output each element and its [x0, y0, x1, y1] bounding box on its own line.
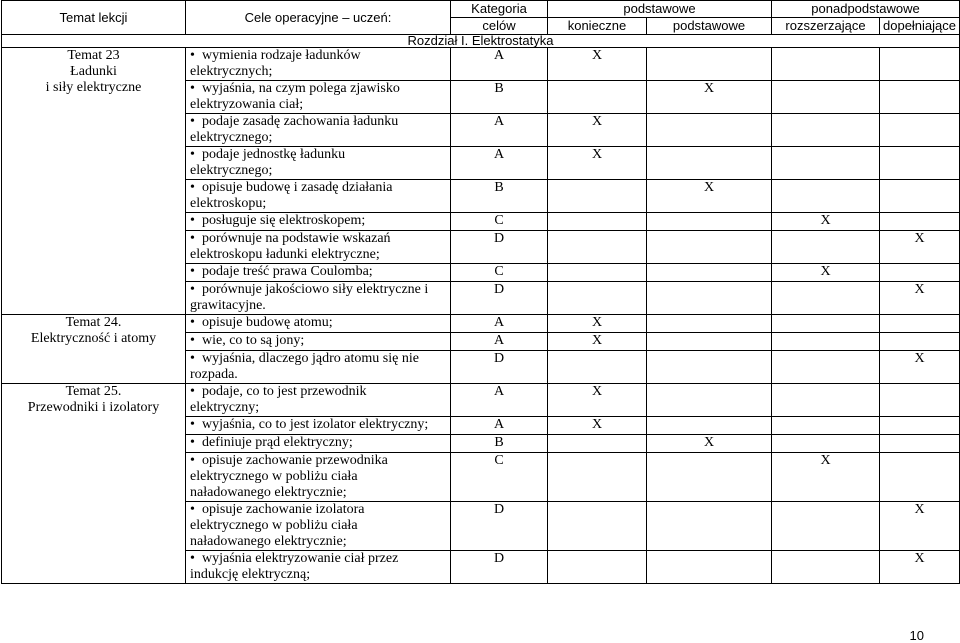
- level-mark-cell: [548, 502, 647, 551]
- category-cell: A: [451, 114, 548, 147]
- objective-cell: [186, 282, 451, 315]
- objective-text-continued: elektroskopu;: [190, 196, 267, 211]
- level-mark-cell: X: [647, 81, 772, 114]
- level-mark-cell: X: [772, 453, 880, 502]
- bullet-icon: •: [190, 231, 195, 246]
- level-mark-cell: [772, 231, 880, 264]
- level-mark-cell: [647, 551, 772, 584]
- level-mark-cell: [880, 417, 960, 435]
- objective-cell: [186, 180, 451, 213]
- level-mark-cell: [772, 81, 880, 114]
- header-sub-konieczne: konieczne: [548, 18, 647, 35]
- category-cell: D: [451, 502, 548, 551]
- objective-cell: [186, 502, 451, 551]
- level-mark-cell: [880, 435, 960, 453]
- objective-cell: [186, 213, 451, 231]
- level-mark-cell: [772, 502, 880, 551]
- level-mark-cell: [880, 48, 960, 81]
- level-mark-cell: [772, 551, 880, 584]
- header-sub-rozszerzajace: rozszerzające: [772, 18, 880, 35]
- objective-text: wymienia rodzaje ładunków: [202, 48, 361, 63]
- objective-text-continued: elektrycznego;: [190, 163, 273, 178]
- level-mark-cell: [548, 435, 647, 453]
- level-mark-cell: X: [647, 435, 772, 453]
- level-mark-cell: [647, 333, 772, 351]
- level-mark-cell: [647, 282, 772, 315]
- level-mark-cell: [647, 48, 772, 81]
- objective-cell: [186, 333, 451, 351]
- objective-cell: [186, 48, 451, 81]
- objective-text-continued: elektryzowania ciał;: [190, 97, 304, 112]
- objective-text: definiuje prąd elektryczny;: [202, 435, 353, 450]
- level-mark-cell: [880, 114, 960, 147]
- level-mark-cell: X: [548, 417, 647, 435]
- level-mark-cell: [647, 315, 772, 333]
- topic-line: Temat 24.: [65, 315, 122, 330]
- level-mark-cell: X: [880, 231, 960, 264]
- objective-text: wyjaśnia, co to jest izolator elektryczny;: [202, 417, 429, 432]
- level-mark-cell: [548, 180, 647, 213]
- level-mark-cell: [647, 231, 772, 264]
- objective-cell: [186, 435, 451, 453]
- objective-cell: [186, 453, 451, 502]
- level-mark-cell: [647, 114, 772, 147]
- objective-text: wyjaśnia elektryzowanie ciał przez: [202, 551, 399, 566]
- level-mark-cell: [880, 81, 960, 114]
- category-cell: B: [451, 180, 548, 213]
- objective-cell: [186, 351, 451, 384]
- objective-text: porównuje jakościowo siły elektryczne i: [202, 282, 429, 297]
- bullet-icon: •: [190, 264, 195, 279]
- category-cell: C: [451, 213, 548, 231]
- level-mark-cell: [880, 384, 960, 417]
- objective-cell: [186, 551, 451, 584]
- bullet-icon: •: [190, 81, 195, 96]
- level-mark-cell: [647, 147, 772, 180]
- bullet-icon: •: [190, 114, 195, 129]
- objective-cell: [186, 315, 451, 333]
- level-mark-cell: [772, 333, 880, 351]
- bullet-icon: •: [190, 213, 195, 228]
- level-mark-cell: X: [880, 551, 960, 584]
- level-mark-cell: [772, 351, 880, 384]
- level-mark-cell: X: [548, 333, 647, 351]
- level-mark-cell: [772, 417, 880, 435]
- level-mark-cell: [772, 180, 880, 213]
- topic-line: Elektryczność i atomy: [30, 331, 157, 346]
- objective-row: [2, 48, 960, 81]
- objective-text: podaje zasadę zachowania ładunku: [202, 114, 399, 129]
- category-cell: A: [451, 48, 548, 81]
- objective-text: podaje, co to jest przewodnik: [202, 384, 367, 399]
- objective-row: [2, 315, 960, 333]
- level-mark-cell: [772, 315, 880, 333]
- level-mark-cell: [880, 453, 960, 502]
- topic-line: i siły elektryczne: [45, 80, 142, 95]
- level-mark-cell: [772, 114, 880, 147]
- objective-text: posługuje się elektroskopem;: [202, 213, 366, 228]
- objective-text: podaje treść prawa Coulomba;: [202, 264, 373, 279]
- objective-text: opisuje zachowanie izolatora: [202, 502, 365, 517]
- category-cell: D: [451, 231, 548, 264]
- level-mark-cell: [772, 435, 880, 453]
- topic-cell: [2, 315, 186, 384]
- objective-text: wie, co to są jony;: [202, 333, 305, 348]
- level-mark-cell: [548, 81, 647, 114]
- bullet-icon: •: [190, 453, 195, 468]
- objective-text: wyjaśnia, na czym polega zjawisko: [202, 81, 400, 96]
- section-title: Rozdział I. Elektrostatyka: [2, 35, 960, 48]
- level-mark-cell: X: [548, 147, 647, 180]
- header-basic: podstawowe: [548, 1, 772, 18]
- bullet-icon: •: [190, 502, 195, 517]
- bullet-icon: •: [190, 180, 195, 195]
- level-mark-cell: X: [548, 384, 647, 417]
- level-mark-cell: [548, 264, 647, 282]
- level-mark-cell: X: [880, 502, 960, 551]
- header-sub-podstawowe: podstawowe: [647, 18, 772, 35]
- category-cell: A: [451, 384, 548, 417]
- level-mark-cell: [647, 213, 772, 231]
- topic-line: Ładunki: [70, 64, 117, 79]
- level-mark-cell: [548, 551, 647, 584]
- level-mark-cell: [772, 384, 880, 417]
- objective-text-continued: elektrycznego;: [190, 130, 273, 145]
- header-topic: Temat lekcji: [2, 1, 186, 35]
- level-mark-cell: X: [880, 351, 960, 384]
- level-mark-cell: [647, 264, 772, 282]
- level-mark-cell: [548, 282, 647, 315]
- category-cell: B: [451, 435, 548, 453]
- category-cell: D: [451, 282, 548, 315]
- bullet-icon: •: [190, 333, 195, 348]
- objective-text-continued: grawitacyjne.: [190, 298, 266, 313]
- level-mark-cell: [548, 231, 647, 264]
- level-mark-cell: [548, 351, 647, 384]
- objective-cell: [186, 81, 451, 114]
- objective-cell: [186, 231, 451, 264]
- objective-text: podaje jednostkę ładunku: [202, 147, 346, 162]
- bullet-icon: •: [190, 315, 195, 330]
- category-cell: A: [451, 315, 548, 333]
- objective-text-continued: elektrycznego w pobliżu ciała: [190, 518, 358, 533]
- level-mark-cell: X: [548, 114, 647, 147]
- objective-text-continued: elektroskopu ładunki elektryczne;: [190, 247, 380, 262]
- bullet-icon: •: [190, 384, 195, 399]
- bullet-icon: •: [190, 351, 195, 366]
- objective-cell: [186, 147, 451, 180]
- bullet-icon: •: [190, 417, 195, 432]
- bullet-icon: •: [190, 551, 195, 566]
- level-mark-cell: [772, 282, 880, 315]
- category-cell: C: [451, 453, 548, 502]
- level-mark-cell: [772, 147, 880, 180]
- header-objectives: Cele operacyjne – uczeń:: [186, 1, 451, 35]
- level-mark-cell: [647, 351, 772, 384]
- objective-text: opisuje zachowanie przewodnika: [202, 453, 388, 468]
- objective-text-continued: elektrycznych;: [190, 64, 273, 79]
- objective-text-continued: naładowanego elektrycznie;: [190, 534, 347, 549]
- level-mark-cell: X: [772, 213, 880, 231]
- category-cell: A: [451, 417, 548, 435]
- level-mark-cell: [880, 180, 960, 213]
- header-sub-dopelniajace: dopełniające: [880, 18, 960, 35]
- objective-text-continued: rozpada.: [190, 367, 238, 382]
- topic-cell: [2, 384, 186, 584]
- category-cell: A: [451, 147, 548, 180]
- objective-cell: [186, 417, 451, 435]
- curriculum-table: [1, 0, 960, 584]
- objective-text-continued: indukcję elektryczną;: [190, 567, 311, 582]
- objective-cell: [186, 384, 451, 417]
- header-extended: ponadpodstawowe: [772, 1, 960, 18]
- objective-cell: [186, 114, 451, 147]
- objective-cell: [186, 264, 451, 282]
- category-cell: D: [451, 351, 548, 384]
- bullet-icon: •: [190, 48, 195, 63]
- header-category-line1: Kategoria: [471, 1, 527, 16]
- topic-cell: [2, 48, 186, 315]
- level-mark-cell: [647, 384, 772, 417]
- category-cell: A: [451, 333, 548, 351]
- level-mark-cell: X: [548, 315, 647, 333]
- level-mark-cell: X: [772, 264, 880, 282]
- header-category-line2: celów: [451, 18, 548, 35]
- objective-text: porównuje na podstawie wskazań: [202, 231, 391, 246]
- level-mark-cell: [647, 417, 772, 435]
- bullet-icon: •: [190, 282, 195, 297]
- level-mark-cell: [880, 264, 960, 282]
- level-mark-cell: [647, 502, 772, 551]
- level-mark-cell: [880, 147, 960, 180]
- category-cell: B: [451, 81, 548, 114]
- bullet-icon: •: [190, 147, 195, 162]
- objective-text-continued: elektrycznego w pobliżu ciała: [190, 469, 358, 484]
- objective-text: opisuje budowę atomu;: [202, 315, 333, 330]
- objective-text-continued: naładowanego elektrycznie;: [190, 485, 347, 500]
- level-mark-cell: X: [647, 180, 772, 213]
- page-number: 10: [909, 628, 924, 643]
- level-mark-cell: [880, 315, 960, 333]
- level-mark-cell: [548, 453, 647, 502]
- objective-text-continued: elektryczny;: [190, 400, 260, 415]
- category-cell: D: [451, 551, 548, 584]
- category-cell: C: [451, 264, 548, 282]
- header-category: [451, 1, 548, 18]
- level-mark-cell: [548, 213, 647, 231]
- topic-line: Przewodniki i izolatory: [27, 400, 160, 415]
- objective-text: wyjaśnia, dlaczego jądro atomu się nie: [202, 351, 419, 366]
- bullet-icon: •: [190, 435, 195, 450]
- level-mark-cell: X: [880, 282, 960, 315]
- topic-line: Temat 23: [67, 48, 120, 63]
- objective-text: opisuje budowę i zasadę działania: [202, 180, 393, 195]
- topic-line: Temat 25.: [65, 384, 122, 399]
- objective-row: [2, 384, 960, 417]
- level-mark-cell: X: [548, 48, 647, 81]
- level-mark-cell: [647, 453, 772, 502]
- level-mark-cell: [880, 213, 960, 231]
- level-mark-cell: [880, 333, 960, 351]
- level-mark-cell: [772, 48, 880, 81]
